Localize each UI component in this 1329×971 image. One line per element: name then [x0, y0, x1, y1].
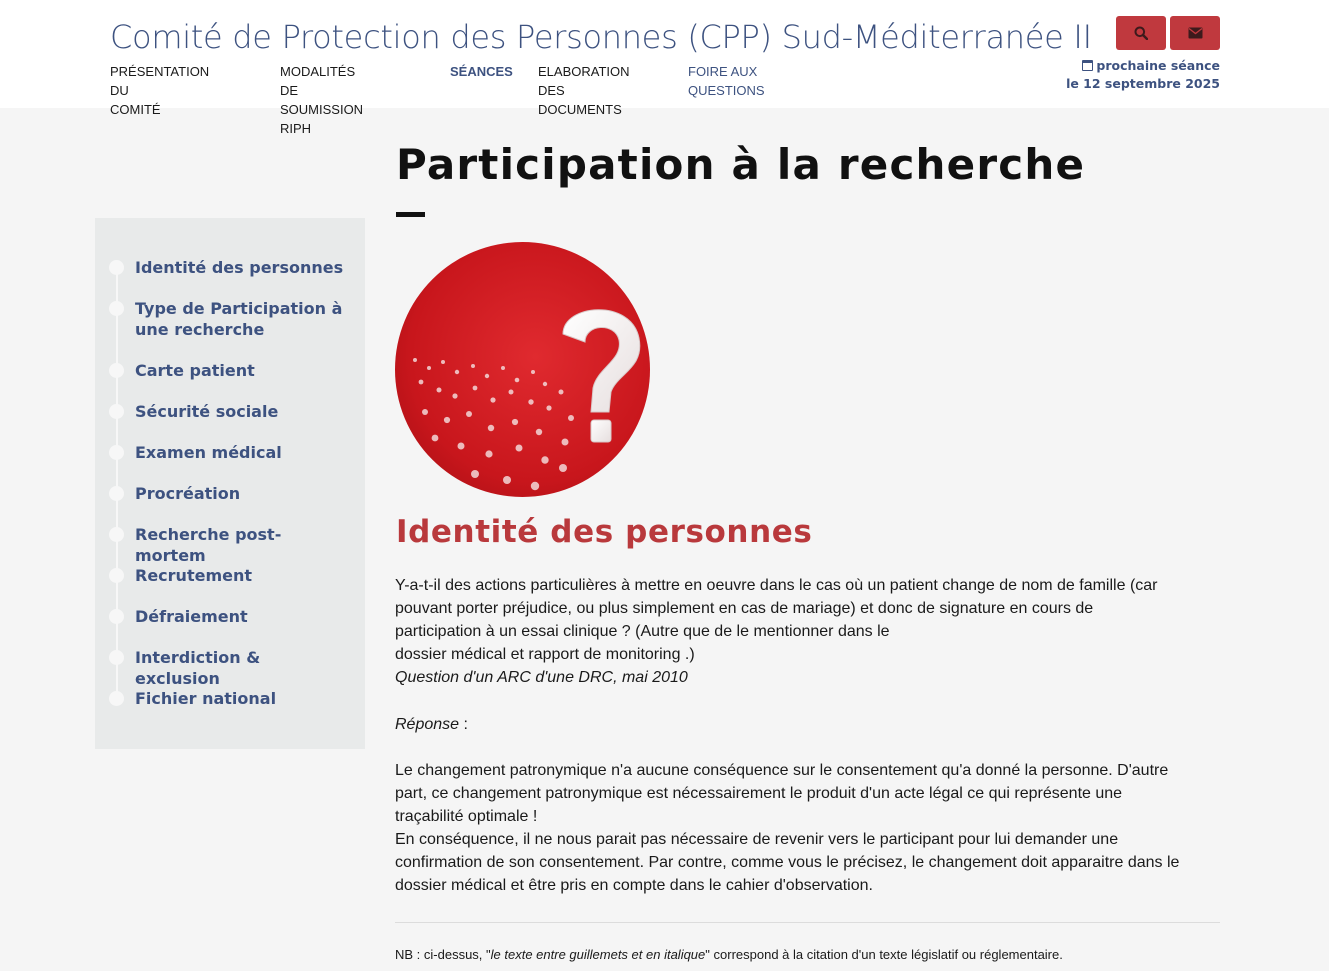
contact-button[interactable] [1170, 16, 1220, 50]
question-source: Question d'un ARC d'une DRC, mai 2010 [395, 669, 688, 686]
bullet-icon [109, 486, 124, 501]
sidebar-timeline [116, 264, 118, 702]
bullet-icon [109, 301, 124, 316]
section-title: Identité des personnes [396, 514, 813, 550]
bullet-icon [109, 363, 124, 378]
question-text: Y-a-t-il des actions particulières à mettre en oeuvre dans le cas où un patient change de nom de famille (car pouvant porter préjudice, ou plus simplement en cas de mariage) et donc de signature en cours de participation à un essai clinique ? (Autre que de le mentionner dans le dossier médical et rapport de monitoring .) Question d'un ARC d'une DRC, mai 2010 [395, 574, 1225, 689]
page-title: Participation à la recherche [396, 140, 1086, 189]
search-button[interactable] [1116, 16, 1166, 50]
nav-item-seances[interactable]: SÉANCES [450, 64, 513, 79]
sidebar-nav: Identité des personnes Type de Participation à une recherche Carte patient Sécurité sociale Examen médical Procréation Recherche post-mortem Recrutement Défraiement Interdiction & exclusion Fichier national [95, 218, 365, 749]
site-header [0, 0, 1329, 136]
bullet-icon [109, 260, 124, 275]
title-underline [396, 212, 425, 217]
site-title[interactable]: Comité de Protection des Personnes (CPP) Sud-Méditerranée II [110, 18, 1092, 56]
nav-item-faq[interactable]: FOIRE AUX QUESTIONS [688, 64, 765, 98]
nav-item-elaboration[interactable]: ELABORATION DES DOCUMENTS [538, 64, 630, 117]
bullet-icon [109, 691, 124, 706]
nav-item-presentation[interactable]: PRÉSENTATION DU COMITÉ [110, 64, 210, 117]
bullet-icon [109, 568, 124, 583]
hero-image [395, 242, 650, 497]
calendar-icon [1082, 60, 1093, 71]
envelope-icon [1188, 27, 1203, 39]
footnote: NB : ci-dessus, "le texte entre guillemets et en italique" correspond à la citation d'un texte législatif ou réglementaire. [395, 947, 1063, 962]
search-icon [1134, 26, 1148, 40]
bullet-icon [109, 609, 124, 624]
divider [395, 922, 1220, 923]
next-session-info[interactable]: prochaine séance le 12 septembre 2025 [1066, 58, 1220, 91]
bullet-icon [109, 650, 124, 665]
nav-item-modalites[interactable]: MODALITÉS DE SOUMISSION RIPH [280, 64, 364, 136]
answer-text: Le changement patronymique n'a aucune conséquence sur le consentement qu'a donné la personne. D'autre part, ce changement patronymique est nécessairement le produit d'un acte légal ce qui représente une traçabilité optimale ! En conséquence, il ne nous parait pas nécessaire de revenir vers le participant pour lui demander une confirmation de son consentement. Par contre, comme vous le précisez, le changement doit apparaitre dans le dossier médical et être pris en compte dans le cahier d'observation. [395, 762, 1180, 894]
bullet-icon [109, 404, 124, 419]
bullet-icon [109, 445, 124, 460]
bullet-icon [109, 527, 124, 542]
question-marks-illustration [395, 242, 650, 497]
answer-label: Réponse : [395, 716, 468, 733]
